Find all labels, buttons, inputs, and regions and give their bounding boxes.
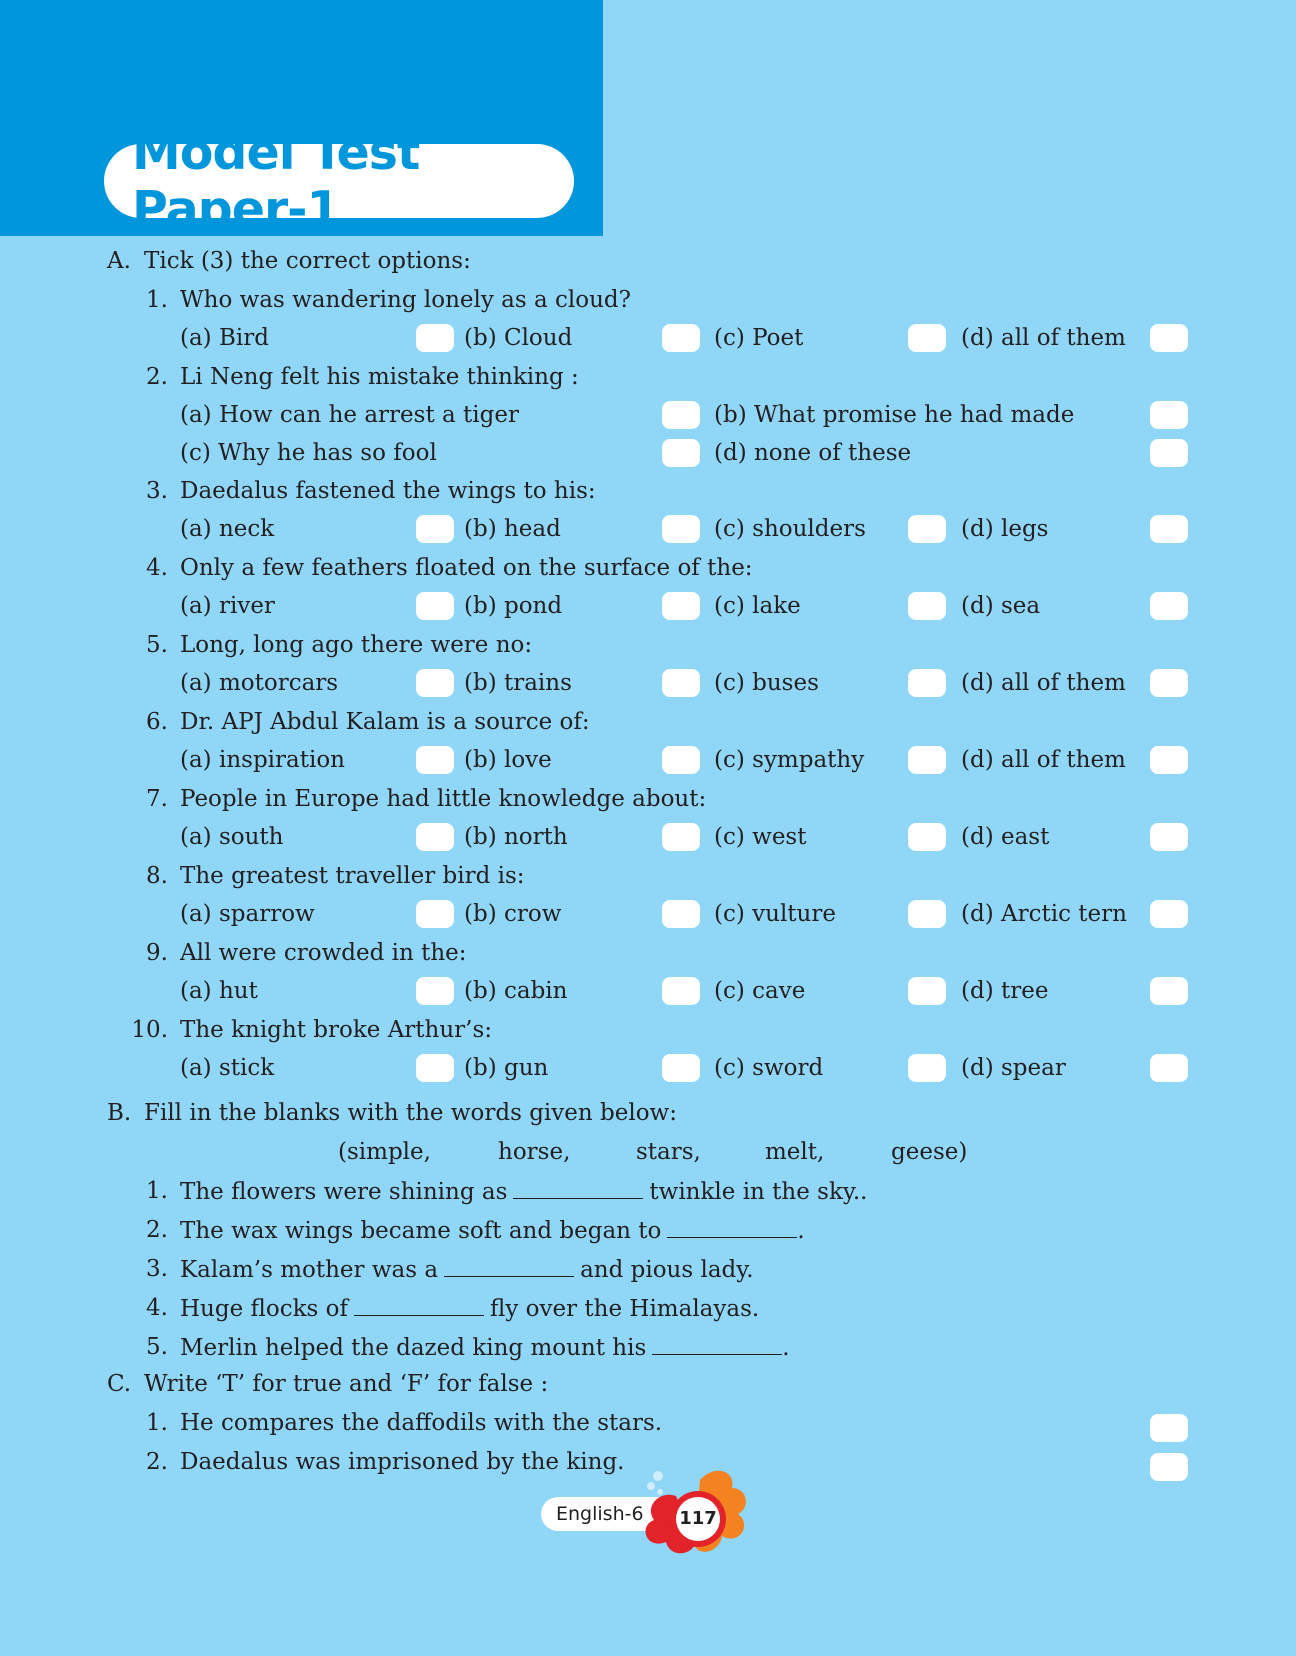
question-text: The greatest traveller bird is:: [180, 863, 525, 889]
answer-checkbox[interactable]: [416, 746, 454, 774]
question-number: 3.: [146, 478, 168, 504]
option-label: (a) inspiration: [180, 747, 345, 773]
option-label: (d) spear: [961, 1055, 1066, 1081]
question-number: 2.: [146, 364, 168, 390]
answer-checkbox[interactable]: [416, 669, 454, 697]
answer-checkbox[interactable]: [1150, 823, 1188, 851]
answer-checkbox[interactable]: [908, 746, 946, 774]
question-text: Only a few feathers floated on the surface of the:: [180, 555, 753, 581]
answer-checkbox[interactable]: [1150, 1054, 1188, 1082]
answer-checkbox[interactable]: [908, 515, 946, 543]
answer-checkbox[interactable]: [1150, 324, 1188, 352]
option-label: (c) shoulders: [714, 516, 866, 542]
section-b-label: B.: [107, 1100, 132, 1126]
question-number: 7.: [146, 786, 168, 812]
answer-blank[interactable]: [513, 1174, 643, 1199]
section-c-instruction: Write ‘T’ for true and ‘F’ for false :: [144, 1371, 549, 1397]
answer-checkbox[interactable]: [1150, 592, 1188, 620]
item-number: 4.: [146, 1295, 168, 1321]
answer-checkbox[interactable]: [908, 592, 946, 620]
sentence-end: fly over the Himalayas.: [490, 1296, 760, 1322]
answer-checkbox[interactable]: [416, 592, 454, 620]
option-label: (b) cabin: [464, 978, 568, 1004]
answer-checkbox[interactable]: [662, 977, 700, 1005]
true-false-box[interactable]: [1150, 1414, 1188, 1442]
answer-checkbox[interactable]: [416, 900, 454, 928]
option-label: (a) Bird: [180, 325, 269, 351]
option-label: (d) all of them: [961, 325, 1126, 351]
question-number: 8.: [146, 863, 168, 889]
answer-checkbox[interactable]: [1150, 439, 1188, 467]
answer-checkbox[interactable]: [416, 515, 454, 543]
answer-checkbox[interactable]: [1150, 669, 1188, 697]
answer-checkbox[interactable]: [908, 900, 946, 928]
word-bank-item: horse,: [498, 1139, 571, 1165]
option-label: (a) sparrow: [180, 901, 315, 927]
question-text: All were crowded in the:: [180, 940, 467, 966]
sentence-start: The flowers were shining as: [180, 1179, 508, 1205]
title-pill: [104, 124, 574, 238]
answer-checkbox[interactable]: [908, 823, 946, 851]
option-label: (d) all of them: [961, 670, 1126, 696]
fill-blank-sentence: [180, 1252, 754, 1286]
answer-checkbox[interactable]: [908, 669, 946, 697]
option-label: (d) tree: [961, 978, 1049, 1004]
option-label: (c) vulture: [714, 901, 836, 927]
item-number: 1.: [146, 1410, 168, 1436]
question-text: Long, long ago there were no:: [180, 632, 533, 658]
word-bank-item: (simple,: [338, 1139, 431, 1165]
option-label: (a) neck: [180, 516, 275, 542]
fill-blank-sentence: [180, 1330, 790, 1364]
answer-checkbox[interactable]: [908, 977, 946, 1005]
answer-checkbox[interactable]: [416, 823, 454, 851]
answer-blank[interactable]: [354, 1291, 484, 1316]
question-text: Dr. APJ Abdul Kalam is a source of:: [180, 709, 590, 735]
option-label: (d) east: [961, 824, 1050, 850]
option-label: (c) buses: [714, 670, 819, 696]
sentence-start: The wax wings became soft and began to: [180, 1218, 662, 1244]
option-label: (c) west: [714, 824, 807, 850]
option-label: (a) river: [180, 593, 275, 619]
question-number: 4.: [146, 555, 168, 581]
sentence-end: twinkle in the sky..: [649, 1179, 868, 1205]
answer-checkbox[interactable]: [1150, 515, 1188, 543]
answer-checkbox[interactable]: [662, 823, 700, 851]
option-label: (c) lake: [714, 593, 801, 619]
item-number: 3.: [146, 1256, 168, 1282]
option-label: (a) How can he arrest a tiger: [180, 402, 519, 428]
option-label: (a) motorcars: [180, 670, 339, 696]
sentence-end: and pious lady.: [580, 1257, 754, 1283]
option-label: (a) hut: [180, 978, 258, 1004]
answer-checkbox[interactable]: [416, 977, 454, 1005]
option-label: (b) head: [464, 516, 561, 542]
word-bank-item: stars,: [636, 1139, 701, 1165]
word-bank-item: geese): [891, 1139, 968, 1165]
option-label: (b) north: [464, 824, 568, 850]
sentence-start: Merlin helped the dazed king mount his: [180, 1335, 647, 1361]
item-number: 1.: [146, 1178, 168, 1204]
option-label: (d) Arctic tern: [961, 901, 1127, 927]
statement-text: Daedalus was imprisoned by the king.: [180, 1449, 625, 1475]
option-label: (d) all of them: [961, 747, 1126, 773]
question-text: Li Neng felt his mistake thinking :: [180, 364, 579, 390]
question-number: 9.: [146, 940, 168, 966]
answer-checkbox[interactable]: [662, 900, 700, 928]
option-label: (c) Why he has so fool: [180, 440, 437, 466]
question-number: 5.: [146, 632, 168, 658]
answer-checkbox[interactable]: [662, 439, 700, 467]
fill-blank-sentence: [180, 1174, 867, 1208]
word-bank-item: melt,: [765, 1139, 825, 1165]
question-number: 10.: [131, 1017, 168, 1043]
question-number: 1.: [146, 287, 168, 313]
option-label: (b) gun: [464, 1055, 549, 1081]
answer-checkbox[interactable]: [908, 324, 946, 352]
option-label: (a) south: [180, 824, 284, 850]
question-text: The knight broke Arthur’s:: [180, 1017, 493, 1043]
question-text: Daedalus fastened the wings to his:: [180, 478, 596, 504]
option-label: (c) sword: [714, 1055, 824, 1081]
option-label: (c) cave: [714, 978, 806, 1004]
section-b-instruction: Fill in the blanks with the words given below:: [144, 1100, 677, 1126]
answer-checkbox[interactable]: [416, 324, 454, 352]
statement-text: He compares the daffodils with the stars.: [180, 1410, 663, 1436]
answer-checkbox[interactable]: [662, 1054, 700, 1082]
answer-checkbox[interactable]: [908, 1054, 946, 1082]
option-label: (b) trains: [464, 670, 572, 696]
sentence-end: .: [797, 1218, 805, 1244]
option-label: (b) crow: [464, 901, 562, 927]
answer-checkbox[interactable]: [662, 324, 700, 352]
answer-checkbox[interactable]: [1150, 900, 1188, 928]
page-title: Model Test Paper-1: [132, 124, 420, 238]
answer-blank[interactable]: [444, 1252, 574, 1277]
item-number: 2.: [146, 1217, 168, 1243]
section-a-label: A.: [107, 248, 131, 274]
answer-checkbox[interactable]: [662, 401, 700, 429]
answer-blank[interactable]: [667, 1213, 797, 1238]
section-a-instruction: Tick (3) the correct options:: [144, 248, 471, 274]
option-label: (d) sea: [961, 593, 1041, 619]
question-text: People in Europe had little knowledge about:: [180, 786, 707, 812]
answer-checkbox[interactable]: [662, 515, 700, 543]
option-label: (b) Cloud: [464, 325, 573, 351]
option-label: (c) sympathy: [714, 747, 865, 773]
option-label: (a) stick: [180, 1055, 275, 1081]
option-label: (b) pond: [464, 593, 563, 619]
fill-blank-sentence: [180, 1213, 805, 1247]
option-label: (d) none of these: [714, 440, 912, 466]
sentence-start: Kalam’s mother was a: [180, 1257, 439, 1283]
question-text: Who was wandering lonely as a cloud?: [180, 287, 631, 313]
answer-checkbox[interactable]: [1150, 746, 1188, 774]
section-c-label: C.: [107, 1371, 132, 1397]
item-number: 5.: [146, 1334, 168, 1360]
sentence-end: .: [782, 1335, 790, 1361]
option-label: (c) Poet: [714, 325, 804, 351]
answer-checkbox[interactable]: [1150, 401, 1188, 429]
answer-checkbox[interactable]: [662, 669, 700, 697]
answer-checkbox[interactable]: [662, 592, 700, 620]
answer-checkbox[interactable]: [1150, 977, 1188, 1005]
true-false-box[interactable]: [1150, 1453, 1188, 1481]
answer-blank[interactable]: [652, 1330, 782, 1355]
fill-blank-sentence: [180, 1291, 759, 1325]
sentence-start: Huge flocks of: [180, 1296, 348, 1322]
answer-checkbox[interactable]: [662, 746, 700, 774]
book-label: English-6: [541, 1497, 673, 1531]
answer-checkbox[interactable]: [416, 1054, 454, 1082]
option-label: (b) What promise he had made: [714, 402, 1075, 428]
option-label: (b) love: [464, 747, 552, 773]
item-number: 2.: [146, 1449, 168, 1475]
option-label: (d) legs: [961, 516, 1049, 542]
question-number: 6.: [146, 709, 168, 735]
page-number: 117: [679, 1508, 717, 1529]
